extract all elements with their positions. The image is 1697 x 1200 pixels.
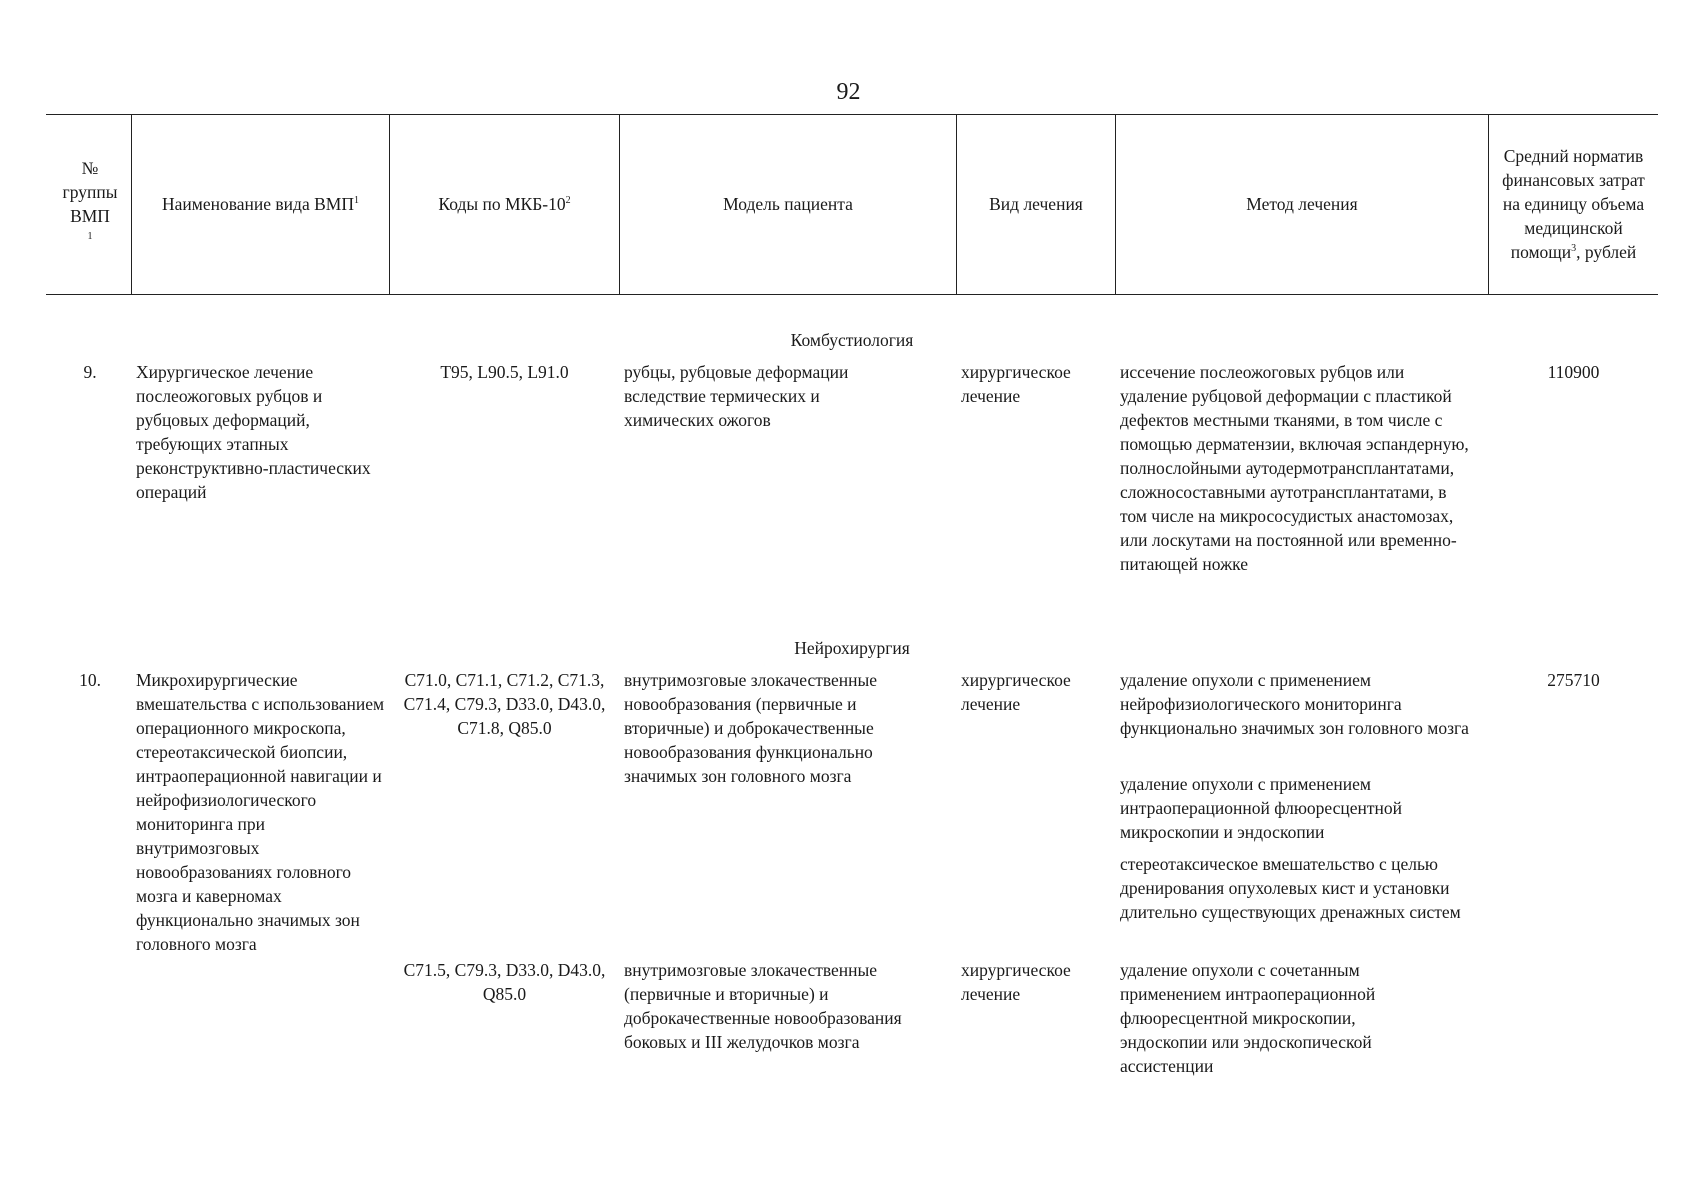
treatment-type: хирургическое лечение bbox=[961, 362, 1071, 406]
group-number: 9. bbox=[83, 362, 97, 382]
average-cost: 110900 bbox=[1547, 362, 1600, 382]
header-treatment-method: Метод лечения bbox=[1246, 194, 1358, 214]
treatment-type: хирургическое лечение bbox=[961, 670, 1071, 714]
vmp-name: Микрохирургические вмешательства с использованием операционного микроскопа, стереотаксической биопсии, интраоперационной навигации и нейрофизиологического мониторинга при внутримозговых новообразованиях головного мозга и каверномах функционально значимых зон головного мозга bbox=[136, 670, 385, 954]
header-vmp-name: Наименование вида ВМП$^1$ bbox=[162, 194, 359, 214]
treatment-method: удаление опухоли с сочетанным применением интраоперационной флюоресцентной микроскопии, эндоскопии или эндоскопической ассистенции bbox=[1120, 960, 1376, 1076]
table-header-bottom-rule bbox=[46, 294, 1658, 295]
icd-codes: C71.0, C71.1, C71.2, C71.3, C71.4, C79.3, D33.0, D43.0, C71.8, Q85.0 bbox=[403, 670, 606, 738]
treatment-type: хирургическое лечение bbox=[961, 960, 1071, 1004]
header-patient-model: Модель пациента bbox=[723, 194, 853, 214]
vmp-name: Хирургическое лечение послеожоговых рубцов и рубцовых деформаций, требующих этапных реконструктивно-пластических операций bbox=[136, 362, 371, 502]
section-title: Комбустиология bbox=[790, 330, 914, 350]
section-title: Нейрохирургия bbox=[794, 638, 910, 658]
patient-model: внутримозговые злокачественные новообразования (первичные и вторичные) и доброкачественные новообразования функционально значимых зон головного мозга bbox=[624, 670, 878, 786]
header-group-number: № группы ВМП $^1$ bbox=[62, 158, 118, 243]
patient-model: рубцы, рубцовые деформации вследствие термических и химических ожогов bbox=[624, 362, 849, 430]
treatment-method: удаление опухоли с применением интраоперационной флюоресцентной микроскопии и эндоскопии bbox=[1120, 774, 1403, 842]
treatment-method: удаление опухоли с применением нейрофизиологического мониторинга функционально значимых зон головного мозга bbox=[1120, 670, 1469, 738]
icd-codes: T95, L90.5, L91.0 bbox=[440, 362, 569, 382]
average-cost: 275710 bbox=[1547, 670, 1600, 690]
page-number: 92 bbox=[836, 79, 861, 105]
treatment-method: иссечение послеожоговых рубцов или удаление рубцовой деформации с пластикой дефектов местными тканями, в том числе с помощью дерматензии, включая эспандерную, полнослойными аутодермотрансплантатами, сложносоставными аутотрансплантатами, в том числе на микрососудистых анастомозах, или лоскутами на постоянной или временно-питающей ножке bbox=[1120, 362, 1469, 574]
icd-codes: C71.5, C79.3, D33.0, D43.0, Q85.0 bbox=[403, 960, 606, 1004]
header-average-cost: Средний норматив финансовых затрат на единицу объема медицинской помощи$^3$, рублей bbox=[1502, 146, 1645, 262]
header-treatment-type: Вид лечения bbox=[989, 194, 1083, 214]
patient-model: внутримозговые злокачественные (первичные и вторичные) и доброкачественные новообразования боковых и III желудочков мозга bbox=[624, 960, 902, 1052]
header-icd-codes: Коды по МКБ-$10^2$ bbox=[438, 194, 571, 214]
treatment-method: стереотаксическое вмешательство с целью дренирования опухолевых кист и установки длительно существующих дренажных систем bbox=[1120, 854, 1461, 922]
group-number: 10. bbox=[79, 670, 101, 690]
